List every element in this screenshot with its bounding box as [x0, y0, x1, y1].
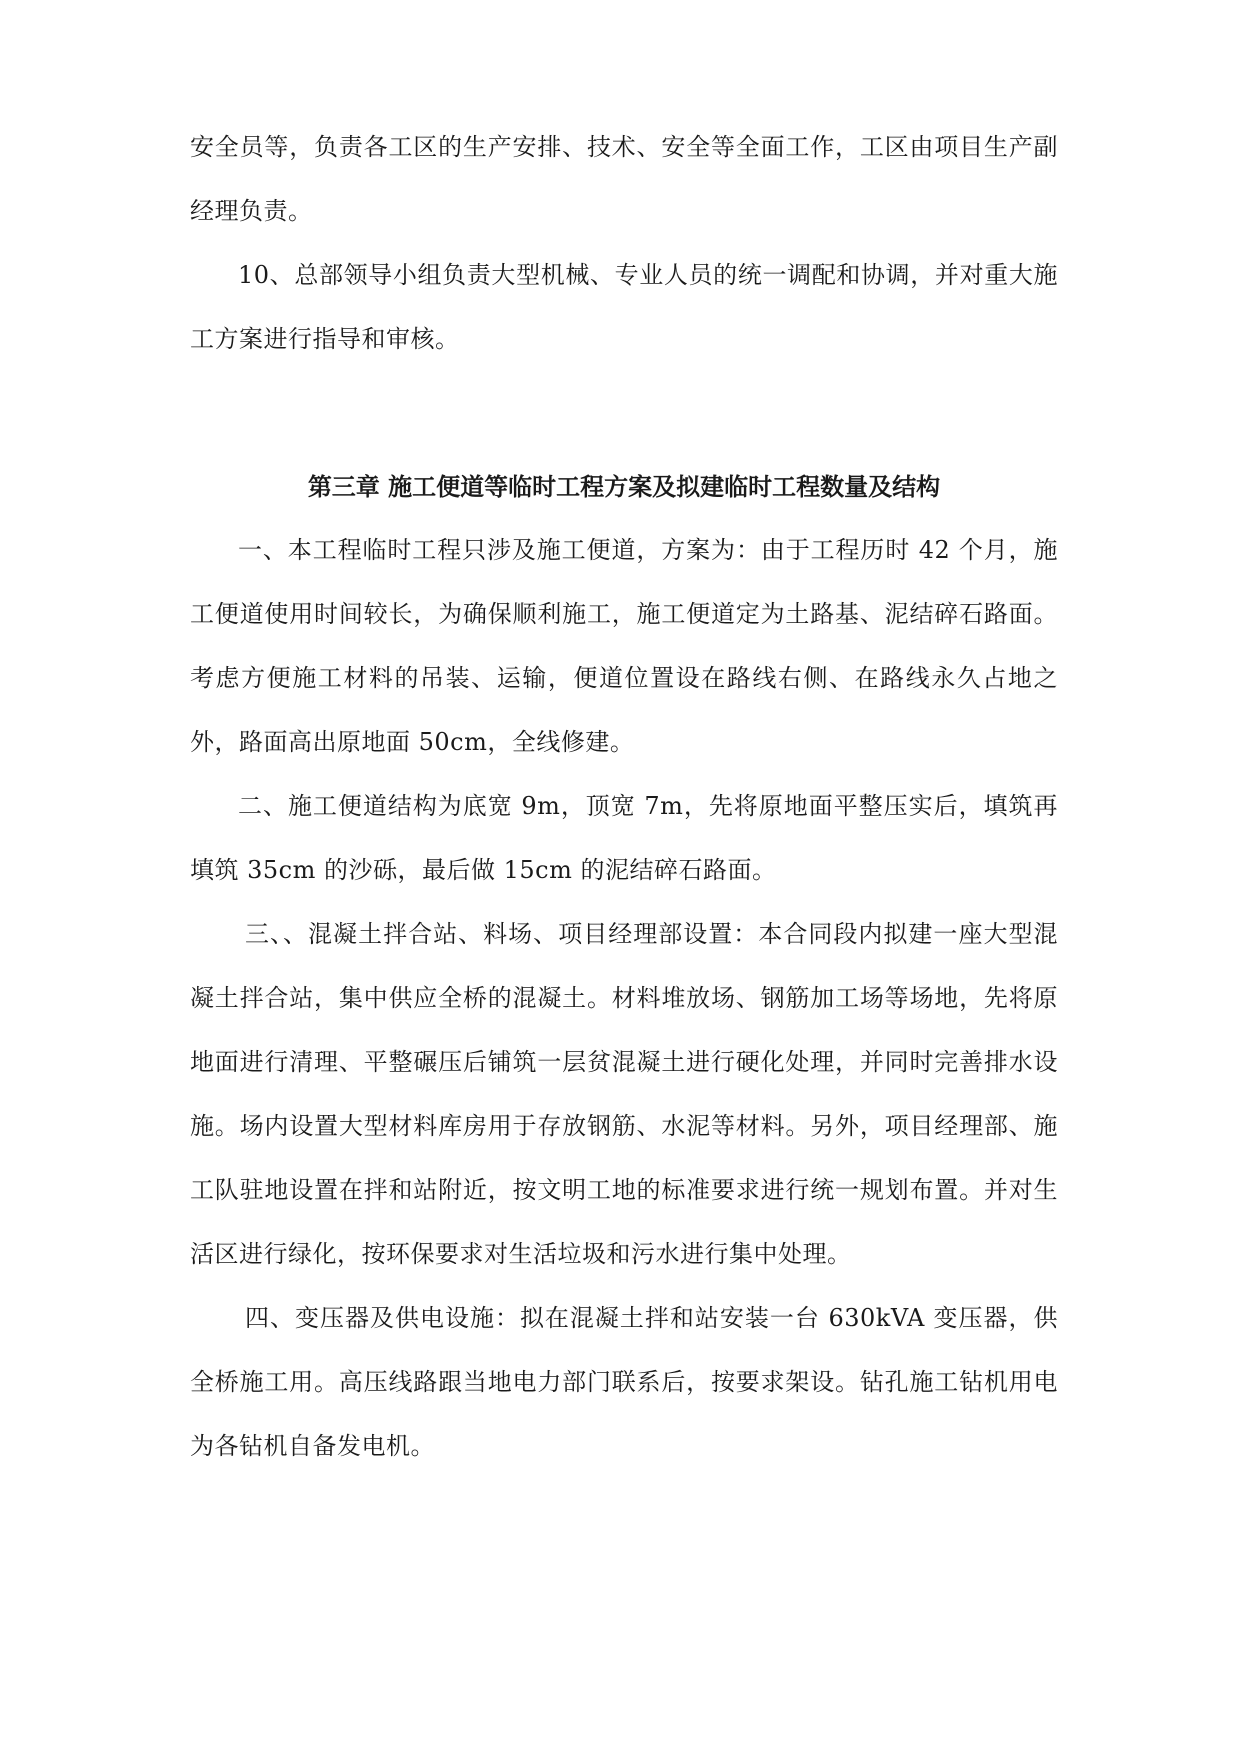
section-2: 二、施工便道结构为底宽 9m，顶宽 7m，先将原地面平整压实后，填筑再填筑 35cm 的沙砾，最后做 15cm 的泥结碎石路面。 [190, 792, 1058, 884]
paragraph-item-10: 10、总部领导小组负责大型机械、专业人员的统一调配和协调，并对重大施工方案进行指导和审核。 [190, 261, 1058, 353]
section-4: 四、变压器及供电设施：拟在混凝土拌和站安装一台 630kVA 变压器，供全桥施工用。高压线路跟当地电力部门联系后，按要求架设。钻孔施工钻机用电为各钻机自备发电机。 [190, 1304, 1058, 1460]
chapter-title: 第三章 施工便道等临时工程方案及拟建临时工程数量及结构 [307, 472, 941, 501]
section-1: 一、本工程临时工程只涉及施工便道，方案为：由于工程历时 42 个月，施工便道使用时间较长，为确保顺利施工，施工便道定为土路基、泥结碎石路面。考虑方便施工材料的吊装、运输，便道位置设在路线右侧、在路线永久占地之外，路面高出原地面 50cm，全线修建。 [190, 536, 1058, 756]
paragraph-continued: 安全员等，负责各工区的生产安排、技术、安全等全面工作，工区由项目生产副经理负责。 [190, 133, 1058, 225]
section-3: 三、、混凝土拌合站、料场、项目经理部设置：本合同段内拟建一座大型混凝土拌合站，集中供应全桥的混凝土。材料堆放场、钢筋加工场等场地，先将原地面进行清理、平整碾压后铺筑一层贫混凝土进行硬化处理，并同时完善排水设施。场内设置大型材料库房用于存放钢筋、水泥等材料。另外，项目经理部、施工队驻地设置在拌和站附近，按文明工地的标准要求进行统一规划布置。并对生活区进行绿化，按环保要求对生活垃圾和污水进行集中处理。 [190, 920, 1058, 1268]
